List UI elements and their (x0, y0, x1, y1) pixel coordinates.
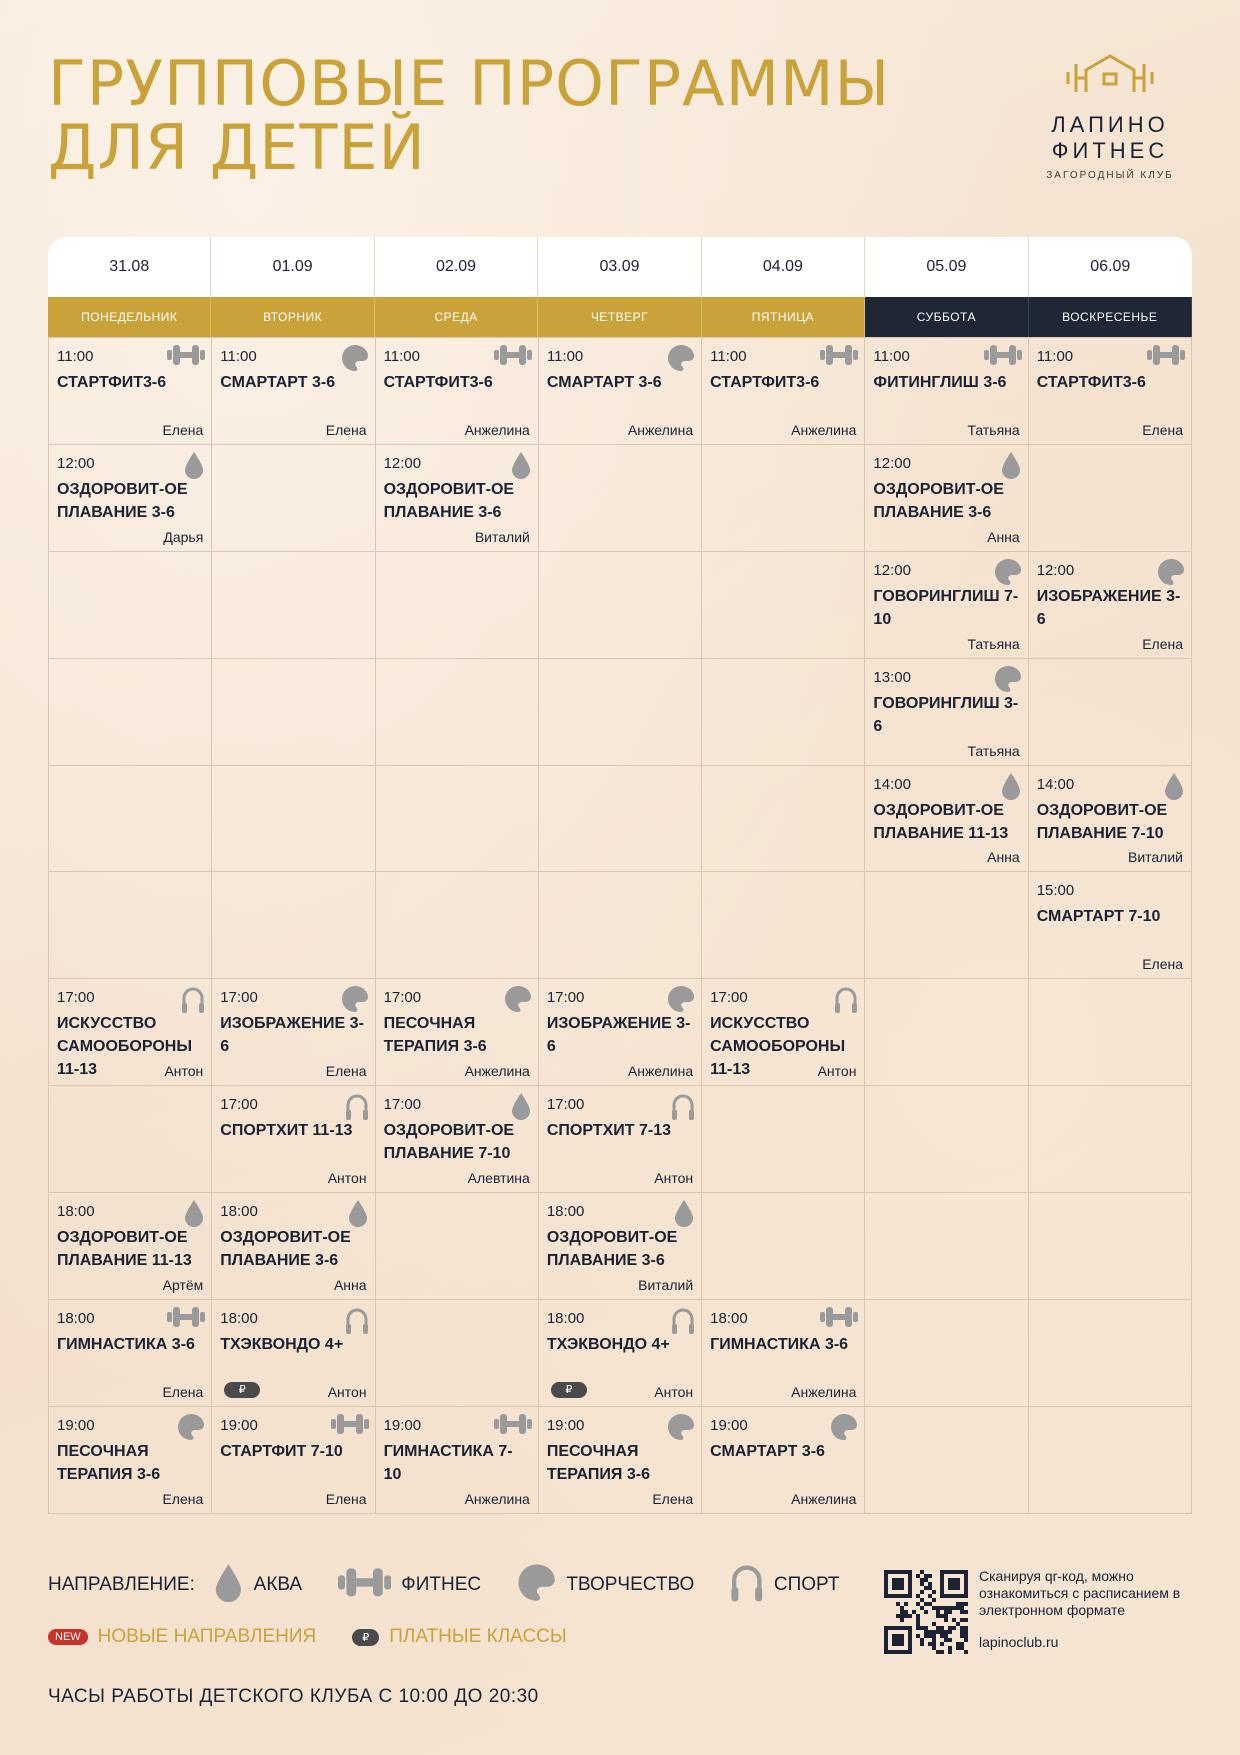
dumbbell-icon (331, 1413, 369, 1440)
empty-cell (539, 766, 702, 873)
legend (48, 1560, 865, 1610)
class-cell[interactable] (865, 659, 1028, 766)
class-time: 12:00 (1036, 561, 1075, 579)
logo-line-2: ФИТНЕС (1051, 138, 1169, 163)
house-dumbbell-logo-icon (1062, 52, 1158, 98)
class-cell[interactable] (376, 445, 539, 552)
page-title (48, 47, 891, 184)
title-line-1: ГРУППОВЫЕ ПРОГРАММЫ (48, 47, 891, 120)
class-cell[interactable] (865, 445, 1028, 552)
legend-aqua: АКВА (253, 1574, 303, 1595)
legend-paid: ПЛАТНЫЕ КЛАССЫ (389, 1626, 567, 1647)
class-time: 19:00 (220, 1416, 258, 1434)
class-name: СТАРТФИТ3-6 (710, 374, 820, 391)
dumbbell-icon (820, 1306, 858, 1333)
legend-badges (48, 1626, 603, 1648)
class-cell[interactable] (702, 338, 865, 445)
class-name: СМАРТАРТ 3-6 (220, 374, 336, 391)
class-time: 12:00 (57, 454, 95, 472)
class-time: 17:00 (383, 1096, 422, 1114)
class-name: ПЕСОЧНАЯ ТЕРАПИЯ 3-6 (57, 1442, 161, 1483)
coach-name: Виталий (474, 528, 530, 545)
weekday-header: ПЯТНИЦА (702, 297, 865, 337)
class-name: ОЗДОРОВИТ-ОЕ ПЛАВАНИЕ 3-6 (383, 480, 515, 521)
empty-cell (865, 979, 1028, 1086)
weekday-header: СРЕДА (375, 297, 538, 337)
class-cell[interactable] (49, 1407, 212, 1514)
logo-tagline: ЗАГОРОДНЫЙ КЛУБ (1046, 170, 1174, 181)
drop-icon (1000, 451, 1022, 484)
empty-cell (49, 552, 212, 659)
empty-cell (1029, 1300, 1192, 1407)
class-cell[interactable] (376, 338, 539, 445)
empty-cell (1029, 1086, 1192, 1193)
class-name: СМАРТАРТ 3-6 (546, 374, 662, 391)
palette-icon (504, 985, 532, 1018)
class-cell[interactable] (376, 1086, 539, 1193)
drop-icon (673, 1199, 695, 1232)
class-cell[interactable] (539, 1193, 702, 1300)
coach-name: Антон (654, 1383, 694, 1400)
class-name: ПЕСОЧНАЯ ТЕРАПИЯ 3-6 (546, 1442, 650, 1483)
legend-label: НАПРАВЛЕНИЕ: (48, 1574, 195, 1595)
class-time: 18:00 (57, 1203, 95, 1221)
empty-cell (702, 872, 865, 979)
coach-name: Елена (1142, 956, 1183, 973)
empty-cell (1029, 1193, 1192, 1300)
dumbbell-icon (338, 1567, 391, 1603)
empty-cell (376, 1300, 539, 1407)
empty-cell (1029, 1407, 1192, 1514)
class-time: 14:00 (873, 775, 911, 793)
empty-cell (539, 552, 702, 659)
legend-creative: ТВОРЧЕСТВО (566, 1574, 695, 1595)
coach-name: Артём (162, 1277, 204, 1294)
date-header: 05.09 (865, 237, 1028, 297)
headphones-icon (730, 1562, 764, 1609)
empty-cell (865, 1086, 1028, 1193)
class-cell[interactable] (539, 1407, 702, 1514)
palette-icon (341, 344, 369, 377)
date-header: 01.09 (211, 237, 374, 297)
class-name: ГИМНАСТИКА 3-6 (57, 1336, 195, 1354)
class-time: 18:00 (546, 1203, 585, 1221)
class-time: 11:00 (220, 348, 257, 365)
class-name: ОЗДОРОВИТ-ОЕ ПЛАВАНИЕ 3-6 (873, 480, 1004, 521)
class-cell[interactable] (212, 979, 375, 1086)
weekday-header: ВОСКРЕСЕНЬЕ (1029, 297, 1192, 337)
empty-cell (212, 872, 375, 979)
class-time: 19:00 (710, 1416, 748, 1434)
drop-icon (183, 1199, 205, 1232)
empty-cell (49, 766, 212, 873)
empty-cell (212, 445, 375, 552)
class-cell[interactable] (1029, 338, 1192, 445)
logo-line-1: ЛАПИНО (1051, 112, 1169, 137)
class-cell[interactable] (49, 445, 212, 552)
class-cell[interactable] (212, 1193, 375, 1300)
coach-name: Анна (987, 849, 1020, 866)
class-name: ОЗДОРОВИТ-ОЕ ПЛАВАНИЕ 11-13 (57, 1229, 192, 1270)
class-name: ОЗДОРОВИТ-ОЕ ПЛАВАНИЕ 3-6 (57, 480, 188, 521)
class-name: СТАРТФИТ3-6 (57, 374, 167, 391)
qr-caption: Сканируя qr-код, можно ознакомиться с расписанием в электронном формате (979, 1568, 1181, 1618)
coach-name: Анжелина (791, 1383, 857, 1400)
class-cell[interactable] (1029, 766, 1192, 873)
empty-cell (212, 552, 375, 659)
coach-name: Антон (817, 1063, 857, 1080)
drop-icon (213, 1563, 244, 1607)
empty-cell (702, 552, 865, 659)
class-cell[interactable] (212, 1407, 375, 1514)
headphones-icon (345, 1306, 369, 1341)
class-time: 17:00 (546, 989, 585, 1007)
dumbbell-icon (494, 344, 532, 371)
coach-name: Анжелина (791, 1490, 857, 1507)
class-name: ОЗДОРОВИТ-ОЕ ПЛАВАНИЕ 7-10 (383, 1122, 515, 1163)
empty-cell (376, 1193, 539, 1300)
legend-new: НОВЫЕ НАПРАВЛЕНИЯ (97, 1626, 317, 1647)
palette-icon (667, 985, 695, 1018)
drop-icon (183, 451, 205, 484)
empty-cell (212, 659, 375, 766)
club-hours: ЧАСЫ РАБОТЫ ДЕТСКОГО КЛУБА С 10:00 ДО 20:30 (48, 1686, 539, 1707)
dumbbell-icon (1147, 344, 1185, 371)
drop-icon (510, 451, 532, 484)
empty-cell (212, 766, 375, 873)
empty-cell (49, 872, 212, 979)
new-badge: NEW (48, 1629, 88, 1645)
class-name: ИЗОБРАЖЕНИЕ 3-6 (546, 1015, 691, 1056)
coach-name: Анна (333, 1277, 367, 1294)
class-time: 14:00 (1036, 775, 1075, 793)
class-cell[interactable] (865, 338, 1028, 445)
drop-icon (510, 1092, 532, 1125)
coach-name: Елена (162, 421, 204, 438)
empty-cell (865, 1300, 1028, 1407)
class-name: СТАРТФИТ3-6 (383, 374, 493, 391)
drop-icon (1000, 772, 1022, 805)
class-time: 18:00 (57, 1310, 95, 1328)
coach-name: Дарья (163, 528, 204, 545)
date-header: 03.09 (538, 237, 701, 297)
headphones-icon (834, 985, 858, 1020)
class-name: ГОВОРИНГЛИШ 7-10 (873, 587, 1019, 628)
class-cell[interactable] (539, 1086, 702, 1193)
class-time: 19:00 (383, 1416, 422, 1434)
class-time: 19:00 (546, 1416, 585, 1434)
legend-sport: СПОРТ (773, 1574, 840, 1595)
class-time: 17:00 (57, 989, 95, 1007)
weekday-header: ПОНЕДЕЛЬНИК (48, 297, 211, 337)
class-cell[interactable] (539, 979, 702, 1086)
coach-name: Анжелина (627, 1063, 694, 1080)
class-time: 17:00 (383, 989, 422, 1007)
palette-icon (1157, 558, 1185, 591)
class-time: 11:00 (873, 348, 910, 365)
dumbbell-icon (167, 344, 205, 371)
class-cell[interactable] (702, 1300, 865, 1407)
empty-cell (865, 1407, 1028, 1514)
class-cell[interactable] (49, 1300, 212, 1407)
empty-cell (376, 766, 539, 873)
class-name: ИСКУССТВО САМООБОРОНЫ 11-13 (710, 1015, 846, 1079)
coach-name: Анжелина (464, 1063, 530, 1080)
weekday-header-row (48, 297, 1192, 337)
palette-icon (517, 1563, 556, 1607)
palette-icon (994, 558, 1022, 591)
date-header: 06.09 (1090, 258, 1131, 275)
weekday-header: ЧЕТВЕРГ (538, 297, 701, 337)
qr-code[interactable] (884, 1570, 968, 1659)
class-name: СТАРТФИТ3-6 (1036, 374, 1146, 391)
coach-name: Анжелина (627, 421, 694, 438)
class-name: СТАРТФИТ 7-10 (220, 1442, 343, 1460)
empty-cell (1029, 979, 1192, 1086)
class-time: 17:00 (710, 989, 748, 1007)
date-header: 02.09 (375, 237, 538, 297)
date-header-row (48, 237, 1192, 297)
class-name: ГИМНАСТИКА 7-10 (383, 1442, 513, 1483)
palette-icon (341, 985, 369, 1018)
class-time: 13:00 (873, 668, 911, 686)
headphones-icon (345, 1092, 369, 1127)
coach-name: Антон (164, 1063, 204, 1080)
dumbbell-icon (167, 1306, 205, 1333)
class-time: 18:00 (546, 1310, 585, 1328)
class-time: 18:00 (220, 1203, 258, 1221)
class-cell[interactable] (49, 979, 212, 1086)
class-name: ИЗОБРАЖЕНИЕ 3-6 (220, 1015, 364, 1056)
title-line-2: ДЛЯ ДЕТЕЙ (48, 111, 426, 184)
empty-cell (376, 552, 539, 659)
empty-cell (539, 659, 702, 766)
legend-fitness: ФИТНЕС (401, 1574, 482, 1595)
schedule-grid (48, 337, 1192, 1514)
empty-cell (702, 766, 865, 873)
class-time: 11:00 (57, 348, 94, 365)
class-cell[interactable] (702, 1407, 865, 1514)
class-name: СПОРТХИТ 7-13 (546, 1122, 671, 1140)
site-link[interactable]: lapinoclub.ru (979, 1634, 1059, 1650)
empty-cell (539, 872, 702, 979)
empty-cell (49, 1086, 212, 1193)
empty-cell (539, 445, 702, 552)
class-cell[interactable] (212, 1300, 375, 1407)
schedule-table (48, 237, 1192, 1514)
coach-name: Елена (325, 1063, 367, 1080)
paid-badge: ₽ (352, 1629, 379, 1646)
class-cell[interactable] (212, 338, 375, 445)
class-time: 17:00 (220, 989, 258, 1007)
class-time: 12:00 (873, 561, 911, 579)
class-name: ОЗДОРОВИТ-ОЕ ПЛАВАНИЕ 7-10 (1036, 801, 1168, 842)
coach-name: Анжелина (791, 421, 857, 438)
headphones-icon (671, 1092, 695, 1127)
class-time: 11:00 (710, 348, 747, 365)
class-cell[interactable] (1029, 872, 1192, 979)
class-cell[interactable] (49, 338, 212, 445)
coach-name: Елена (325, 421, 367, 438)
class-name: ИСКУССТВО САМООБОРОНЫ 11-13 (57, 1015, 192, 1079)
coach-name: Елена (652, 1490, 694, 1507)
paid-badge: ₽ (551, 1382, 587, 1398)
class-cell[interactable] (539, 338, 702, 445)
empty-cell (376, 872, 539, 979)
coach-name: Анжелина (464, 1490, 530, 1507)
coach-name: Елена (1142, 635, 1183, 652)
empty-cell (376, 659, 539, 766)
coach-name: Елена (325, 1490, 367, 1507)
class-name: ИЗОБРАЖЕНИЕ 3-6 (1036, 587, 1181, 628)
class-cell[interactable] (702, 979, 865, 1086)
class-cell[interactable] (1029, 552, 1192, 659)
coach-name: Алевтина (467, 1170, 530, 1187)
class-time: 18:00 (710, 1310, 748, 1328)
club-logo (1030, 52, 1190, 181)
class-name: ТХЭКВОНДО 4+ (546, 1336, 670, 1354)
drop-icon (1163, 772, 1185, 805)
class-name: СМАРТАРТ 7-10 (1036, 908, 1161, 926)
weekday-header: ВТОРНИК (211, 297, 374, 337)
paid-badge: ₽ (224, 1382, 260, 1398)
class-cell[interactable] (376, 1407, 539, 1514)
coach-name: Анна (987, 528, 1020, 545)
class-time: 12:00 (873, 454, 911, 472)
coach-name: Виталий (1127, 849, 1183, 866)
coach-name: Елена (162, 1383, 204, 1400)
class-time: 19:00 (57, 1416, 95, 1434)
dumbbell-icon (984, 344, 1022, 371)
class-name: ГИМНАСТИКА 3-6 (710, 1336, 849, 1354)
palette-icon (667, 344, 695, 377)
weekday-header: СУББОТА (865, 297, 1028, 337)
class-time: 17:00 (220, 1096, 258, 1114)
empty-cell (49, 659, 212, 766)
coach-name: Анжелина (464, 421, 530, 438)
coach-name: Виталий (638, 1277, 694, 1294)
empty-cell (865, 872, 1028, 979)
class-cell[interactable] (212, 1086, 375, 1193)
class-time: 17:00 (546, 1096, 585, 1114)
coach-name: Антон (327, 1170, 367, 1187)
empty-cell (702, 659, 865, 766)
coach-name: Антон (327, 1383, 367, 1400)
headphones-icon (181, 985, 205, 1020)
palette-icon (994, 665, 1022, 698)
class-time: 18:00 (220, 1310, 258, 1328)
class-cell[interactable] (539, 1300, 702, 1407)
palette-icon (830, 1413, 858, 1446)
date-header: 31.08 (48, 237, 211, 297)
class-name: ФИТИНГЛИШ 3-6 (873, 374, 1007, 391)
date-header: 04.09 (702, 237, 865, 297)
class-name: СМАРТАРТ 3-6 (710, 1442, 825, 1460)
class-name: ОЗДОРОВИТ-ОЕ ПЛАВАНИЕ 3-6 (546, 1229, 678, 1270)
headphones-icon (671, 1306, 695, 1341)
coach-name: Татьяна (967, 635, 1020, 652)
class-name: ОЗДОРОВИТ-ОЕ ПЛАВАНИЕ 11-13 (873, 801, 1009, 842)
coach-name: Антон (654, 1170, 694, 1187)
class-time: 11:00 (546, 348, 584, 365)
class-time: 11:00 (1036, 348, 1074, 365)
class-name: ОЗДОРОВИТ-ОЕ ПЛАВАНИЕ 3-6 (220, 1229, 351, 1270)
class-name: ПЕСОЧНАЯ ТЕРАПИЯ 3-6 (383, 1015, 487, 1056)
empty-cell (702, 445, 865, 552)
class-name: ТХЭКВОНДО 4+ (220, 1336, 344, 1354)
empty-cell (1029, 659, 1192, 766)
class-time: 11:00 (383, 348, 420, 365)
empty-cell (702, 1193, 865, 1300)
coach-name: Татьяна (967, 421, 1020, 438)
dumbbell-icon (820, 344, 858, 371)
drop-icon (347, 1199, 369, 1232)
coach-name: Татьяна (967, 742, 1020, 759)
empty-cell (702, 1086, 865, 1193)
class-name: ГОВОРИНГЛИШ 3-6 (873, 694, 1019, 735)
coach-name: Елена (162, 1490, 204, 1507)
class-cell[interactable] (49, 1193, 212, 1300)
palette-icon (667, 1413, 695, 1446)
palette-icon (177, 1413, 205, 1446)
empty-cell (1029, 445, 1192, 552)
dumbbell-icon (494, 1413, 532, 1440)
class-cell[interactable] (865, 552, 1028, 659)
coach-name: Елена (1142, 421, 1183, 438)
class-cell[interactable] (376, 979, 539, 1086)
class-time: 12:00 (383, 454, 422, 472)
class-cell[interactable] (865, 766, 1028, 873)
class-name: СПОРТХИТ 11-13 (220, 1122, 353, 1140)
empty-cell (865, 1193, 1028, 1300)
class-time: 15:00 (1036, 882, 1075, 900)
